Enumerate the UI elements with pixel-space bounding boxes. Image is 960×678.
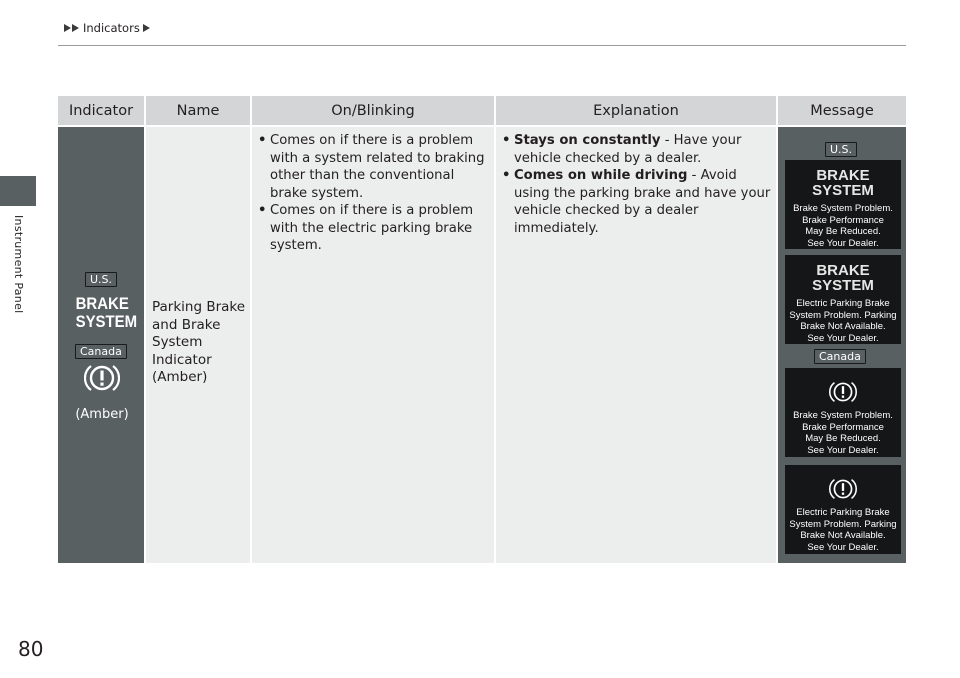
screen-message <box>785 298 901 344</box>
screen-message <box>785 203 901 249</box>
column-header-indicator: Indicator <box>58 96 146 125</box>
exclamation-circle-icon <box>829 475 857 503</box>
canada-region-tag: Canada <box>814 349 866 364</box>
breadcrumb-arrow-icon <box>72 24 79 32</box>
screen-line: Brake Performance <box>802 421 884 433</box>
table-row <box>58 127 906 563</box>
indicator-cell <box>58 127 146 563</box>
message-screen <box>785 160 901 249</box>
indicator-name-line: Indicator <box>152 351 212 368</box>
screen-line: Brake Not Available. <box>800 321 886 332</box>
column-header-explanation: Explanation <box>496 96 778 125</box>
indicator-name-line: (Amber) <box>152 369 208 385</box>
name-cell <box>146 127 252 563</box>
indicator-color-note: (Amber) <box>75 407 129 422</box>
indicator-name-line: System <box>152 334 203 350</box>
message-screen <box>785 465 901 554</box>
brake-logo-line2: SYSTEM <box>75 312 138 331</box>
exclamation-circle-icon <box>84 360 120 396</box>
list-item <box>502 132 772 167</box>
screen-title-line: SYSTEM <box>812 277 874 294</box>
indicator-name <box>152 299 245 387</box>
explanation-text: - Avoid using the parking brake and have your vehicle checked by a dealer immediately. <box>514 168 771 236</box>
column-header-message: Message <box>778 96 906 125</box>
message-cell <box>778 127 906 563</box>
screen-line: System Problem. Parking <box>789 309 897 321</box>
indicator-table <box>58 96 906 563</box>
screen-title-line: BRAKE <box>816 167 870 184</box>
section-label: Instrument Panel <box>12 215 25 314</box>
on-blinking-cell <box>252 127 496 563</box>
explanation-text: - Have your vehicle checked by a dealer. <box>514 133 742 166</box>
screen-title-line: SYSTEM <box>812 182 874 199</box>
screen-line: Electric Parking Brake <box>796 507 890 518</box>
explanation-term: Comes on while driving <box>514 168 688 183</box>
screen-line: See Your Dealer. <box>807 541 879 553</box>
screen-line: Electric Parking Brake <box>796 298 890 309</box>
breadcrumb <box>64 21 151 35</box>
screen-line: Brake System Problem. <box>793 410 893 421</box>
screen-line: Brake Not Available. <box>800 530 886 541</box>
screen-line: Brake System Problem. <box>793 203 893 214</box>
explanation-list <box>502 132 772 237</box>
table-header-row <box>58 96 906 125</box>
column-header-on-blinking: On/Blinking <box>252 96 496 125</box>
section-tab-marker <box>0 176 36 206</box>
brake-logo-line1: BRAKE <box>75 294 129 313</box>
canada-region-tag: Canada <box>75 344 127 359</box>
screen-line: See Your Dealer. <box>807 237 879 249</box>
screen-message <box>785 507 901 553</box>
page-number: 80 <box>18 637 44 661</box>
column-header-name: Name <box>146 96 252 125</box>
breadcrumb-arrow-icon <box>143 24 150 32</box>
explanation-term: Stays on constantly <box>514 133 661 148</box>
screen-line: May Be Reduced. <box>805 226 881 237</box>
screen-title <box>785 255 901 293</box>
message-screen <box>785 368 901 457</box>
brake-system-indicator-icon <box>75 294 138 331</box>
screen-line: System Problem. Parking <box>789 518 897 530</box>
screen-line: May Be Reduced. <box>805 433 881 444</box>
message-screen <box>785 255 901 344</box>
on-blinking-list <box>258 132 490 255</box>
screen-message <box>785 410 901 456</box>
list-item: • Comes on if there is a problem with a system related to braking other than the conventional brake system. <box>258 132 490 202</box>
breadcrumb-link-indicators[interactable]: Indicators <box>83 21 140 35</box>
screen-title-line: BRAKE <box>816 262 870 279</box>
breadcrumb-arrow-icon <box>64 24 71 32</box>
exclamation-circle-icon <box>829 378 857 406</box>
us-region-tag: U.S. <box>85 272 117 287</box>
list-item <box>502 167 772 237</box>
explanation-cell <box>496 127 778 563</box>
indicator-name-line: Parking Brake <box>152 299 246 315</box>
list-item: • Comes on if there is a problem with the electric parking brake system. <box>258 202 490 255</box>
screen-title <box>785 160 901 198</box>
us-region-tag: U.S. <box>825 142 857 157</box>
indicator-name-line: and Brake <box>152 316 221 333</box>
header-divider <box>58 45 906 46</box>
screen-line: See Your Dealer. <box>807 332 879 344</box>
screen-line: Brake Performance <box>802 214 884 226</box>
screen-line: See Your Dealer. <box>807 444 879 456</box>
